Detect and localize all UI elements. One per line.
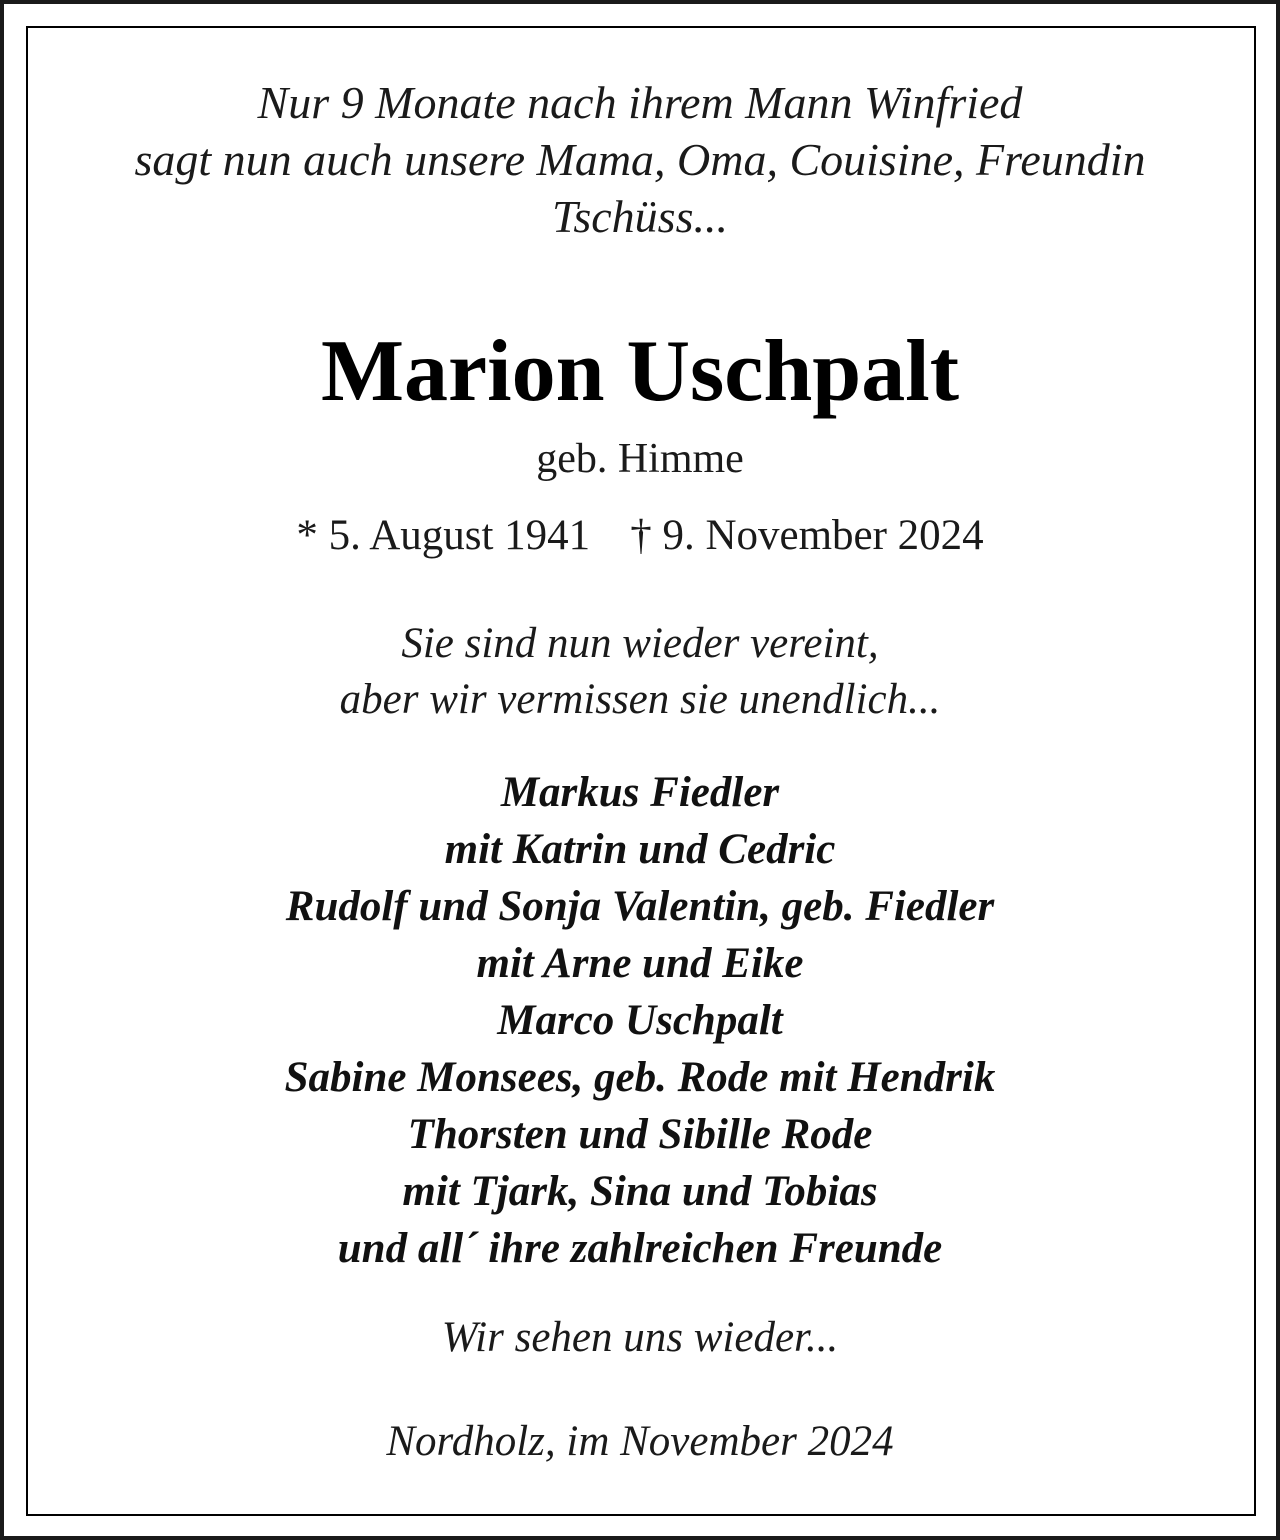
verse-line-1: Sie sind nun wieder vereint, xyxy=(401,620,879,667)
mourner-line: mit Katrin und Cedric xyxy=(444,826,836,873)
deceased-name: Marion Uschpalt xyxy=(321,323,959,420)
verse-line-2: aber wir vermissen sie unendlich... xyxy=(339,676,941,723)
mourner-line: Thorsten und Sibille Rode xyxy=(407,1111,873,1158)
intro-line-2: sagt nun auch unsere Mama, Oma, Couisine, Freundin xyxy=(134,134,1146,185)
death-date: † 9. November 2024 xyxy=(630,512,984,559)
mourner-line: mit Arne und Eike xyxy=(476,940,804,987)
mourner-line: und all´ ihre zahlreichen Freunde xyxy=(337,1225,943,1272)
mourner-line: Sabine Monsees, geb. Rode mit Hendrik xyxy=(284,1054,996,1101)
place-date-line: Nordholz, im November 2024 xyxy=(386,1418,894,1465)
obituary-page xyxy=(4,4,1276,1536)
birth-date: * 5. August 1941 xyxy=(296,512,591,559)
mourner-line: Marco Uschpalt xyxy=(497,997,783,1044)
maiden-name: geb. Himme xyxy=(536,436,744,482)
intro-line-1: Nur 9 Monate nach ihrem Mann Winfried xyxy=(257,77,1023,128)
farewell-line: Wir sehen uns wieder... xyxy=(441,1314,839,1361)
mourner-line: Markus Fiedler xyxy=(500,769,780,816)
life-dates xyxy=(4,510,1276,562)
mourner-line: mit Tjark, Sina und Tobias xyxy=(402,1168,878,1215)
mourner-line: Rudolf und Sonja Valentin, geb. Fiedler xyxy=(285,883,995,930)
intro-line-3: Tschüss... xyxy=(552,191,728,242)
